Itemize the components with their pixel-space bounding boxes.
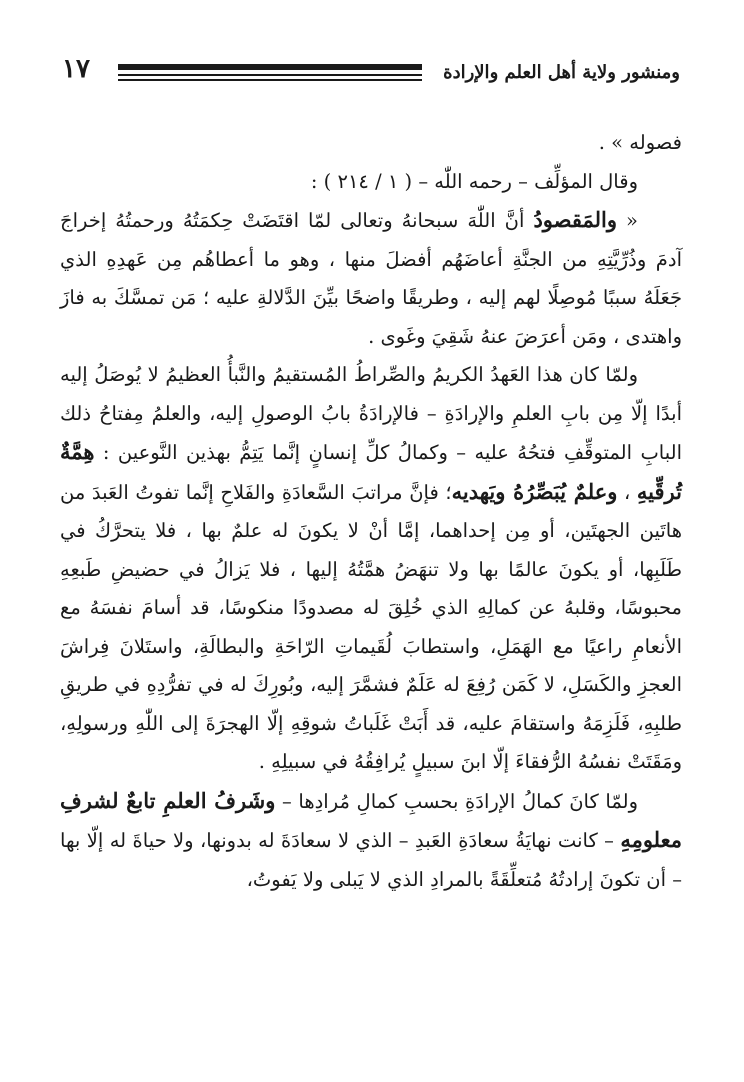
text-run: ولمّا كانَ كمالُ الإرادَةِ بحسبِ كمالِ مُرادِها – <box>275 789 638 813</box>
text-run: ولمّا كان هذا العَهدُ الكريمُ والصِّراطُ المُستقيمُ والنَّبأُ العظيمُ لا يُوصَلُ إليه أبدًا إلّا مِن بابِ العلمِ والإرادَةِ – فالإرادَةُ بابُ الوصولِ إليه، والعلمُ مِفتاحُ ذلك البابِ المتوقِّفِ فتحُهُ عليه – وكمالُ كلِّ إنسانٍ إنَّما يَتِمُّ بهذين النَّوعين : <box>60 363 682 464</box>
header-rule-thin <box>118 74 422 76</box>
page-number: ١٧ <box>62 54 90 84</box>
text-run: – كانت نهايَةُ سعادَةِ العَبدِ – الذي لا سعادَةَ له بدونها، ولا حياةَ له إلّا بها – أن تكونَ إرادتُهُ مُتعلِّقَةً بالمرادِ الذي لا يَبلى ولا يَفوتُ، <box>60 829 682 891</box>
bold-phrase: وشَرفُ العلمِ تابعٌ لشرفِ معلومِهِ <box>60 787 682 852</box>
bold-phrase: والمَقصودُ <box>533 207 618 232</box>
paragraph <box>60 356 682 782</box>
paragraph <box>60 124 682 163</box>
text-run: « <box>617 209 638 232</box>
header-rule <box>118 64 422 81</box>
paragraph <box>60 201 682 356</box>
bold-phrase: هِمَّةٌ تُرقِّيهِ <box>60 439 682 504</box>
page-header <box>62 50 680 98</box>
body-text <box>60 124 682 899</box>
paragraph <box>60 163 682 202</box>
header-rule-thin-lower <box>118 79 422 81</box>
header-rule-thick <box>118 64 422 70</box>
running-title: ومنشور ولاية أهل العلم والإرادة <box>443 62 680 83</box>
text-run: أنَّ اللّٰهَ سبحانهُ وتعالى لمّا اقتَضَتْ حِكمَتُهُ ورحمتُهُ إخراجَ آدمَ وذُرِّيَّتِهِ من الجنَّةِ أعاضَهُم أفضلَ منها ، وهو ما أعطاهُم مِن عَهدِهِ الذي جَعَلَهُ سببًا مُوصِلًا لهم إليه ، وطريقًا واضحًا بيِّنَ الدَّلالةِ عليه ؛ مَن تمسَّكَ به فازَ واهتدى ، ومَن أعرَضَ عنهُ شَقِيَ وغَوى . <box>60 209 682 348</box>
text-run: ؛ فإنَّ مراتبَ السَّعادَةِ والفَلاحِ إنَّما تفوتُ العَبدَ من هاتَين الجهتَين، أو مِن إحداهما، إمَّا أنْ لا يكونَ له علمٌ بها ، فلا يتحرَّكُ في طَلَبِها، أو يكونَ عالمًا بها ولا تنهَضُ همَّتُهُ إليها ، فلا يَزالُ في حضيضِ طَبعِهِ محبوسًا، وقلبهُ عن كمالِهِ الذي خُلِقَ له مصدودًا منكوسًا، قد أسامَ نفسَهُ مع الأنعامِ راعيًا مع الهَمَلِ، واستطابَ لُقَيماتِ الرّاحَةِ والبطالَةِ، واستَلانَ فِراشَ العجزِ والكَسَلِ، لا كَمَن رُفِعَ له عَلَمٌ فشمَّرَ إليه، وبُورِكَ له في تفرُّدِهِ في طريقِ طلبِهِ، فَلَزِمَهُ واستقامَ عليه، قد أَبَتْ غَلَباتُ شوقِهِ إلّا الهجرَةَ إلى اللّٰهِ ورسولِهِ، ومَقَتَتْ نفسُهُ الرُّفقاءَ إلّا ابنَ سبيلٍ يُرافِقُهُ في سبيلِهِ . <box>60 480 682 773</box>
paragraph <box>60 782 682 900</box>
text-run: فصوله » . <box>598 131 682 154</box>
text-run: وقال المؤلِّف – رحمه اللّٰه – ( ١ / ٢١٤ ) : <box>310 169 638 193</box>
bold-phrase: وعلمٌ يُبَصِّرُهُ ويَهديه <box>451 478 618 504</box>
text-run: ، <box>617 480 637 504</box>
